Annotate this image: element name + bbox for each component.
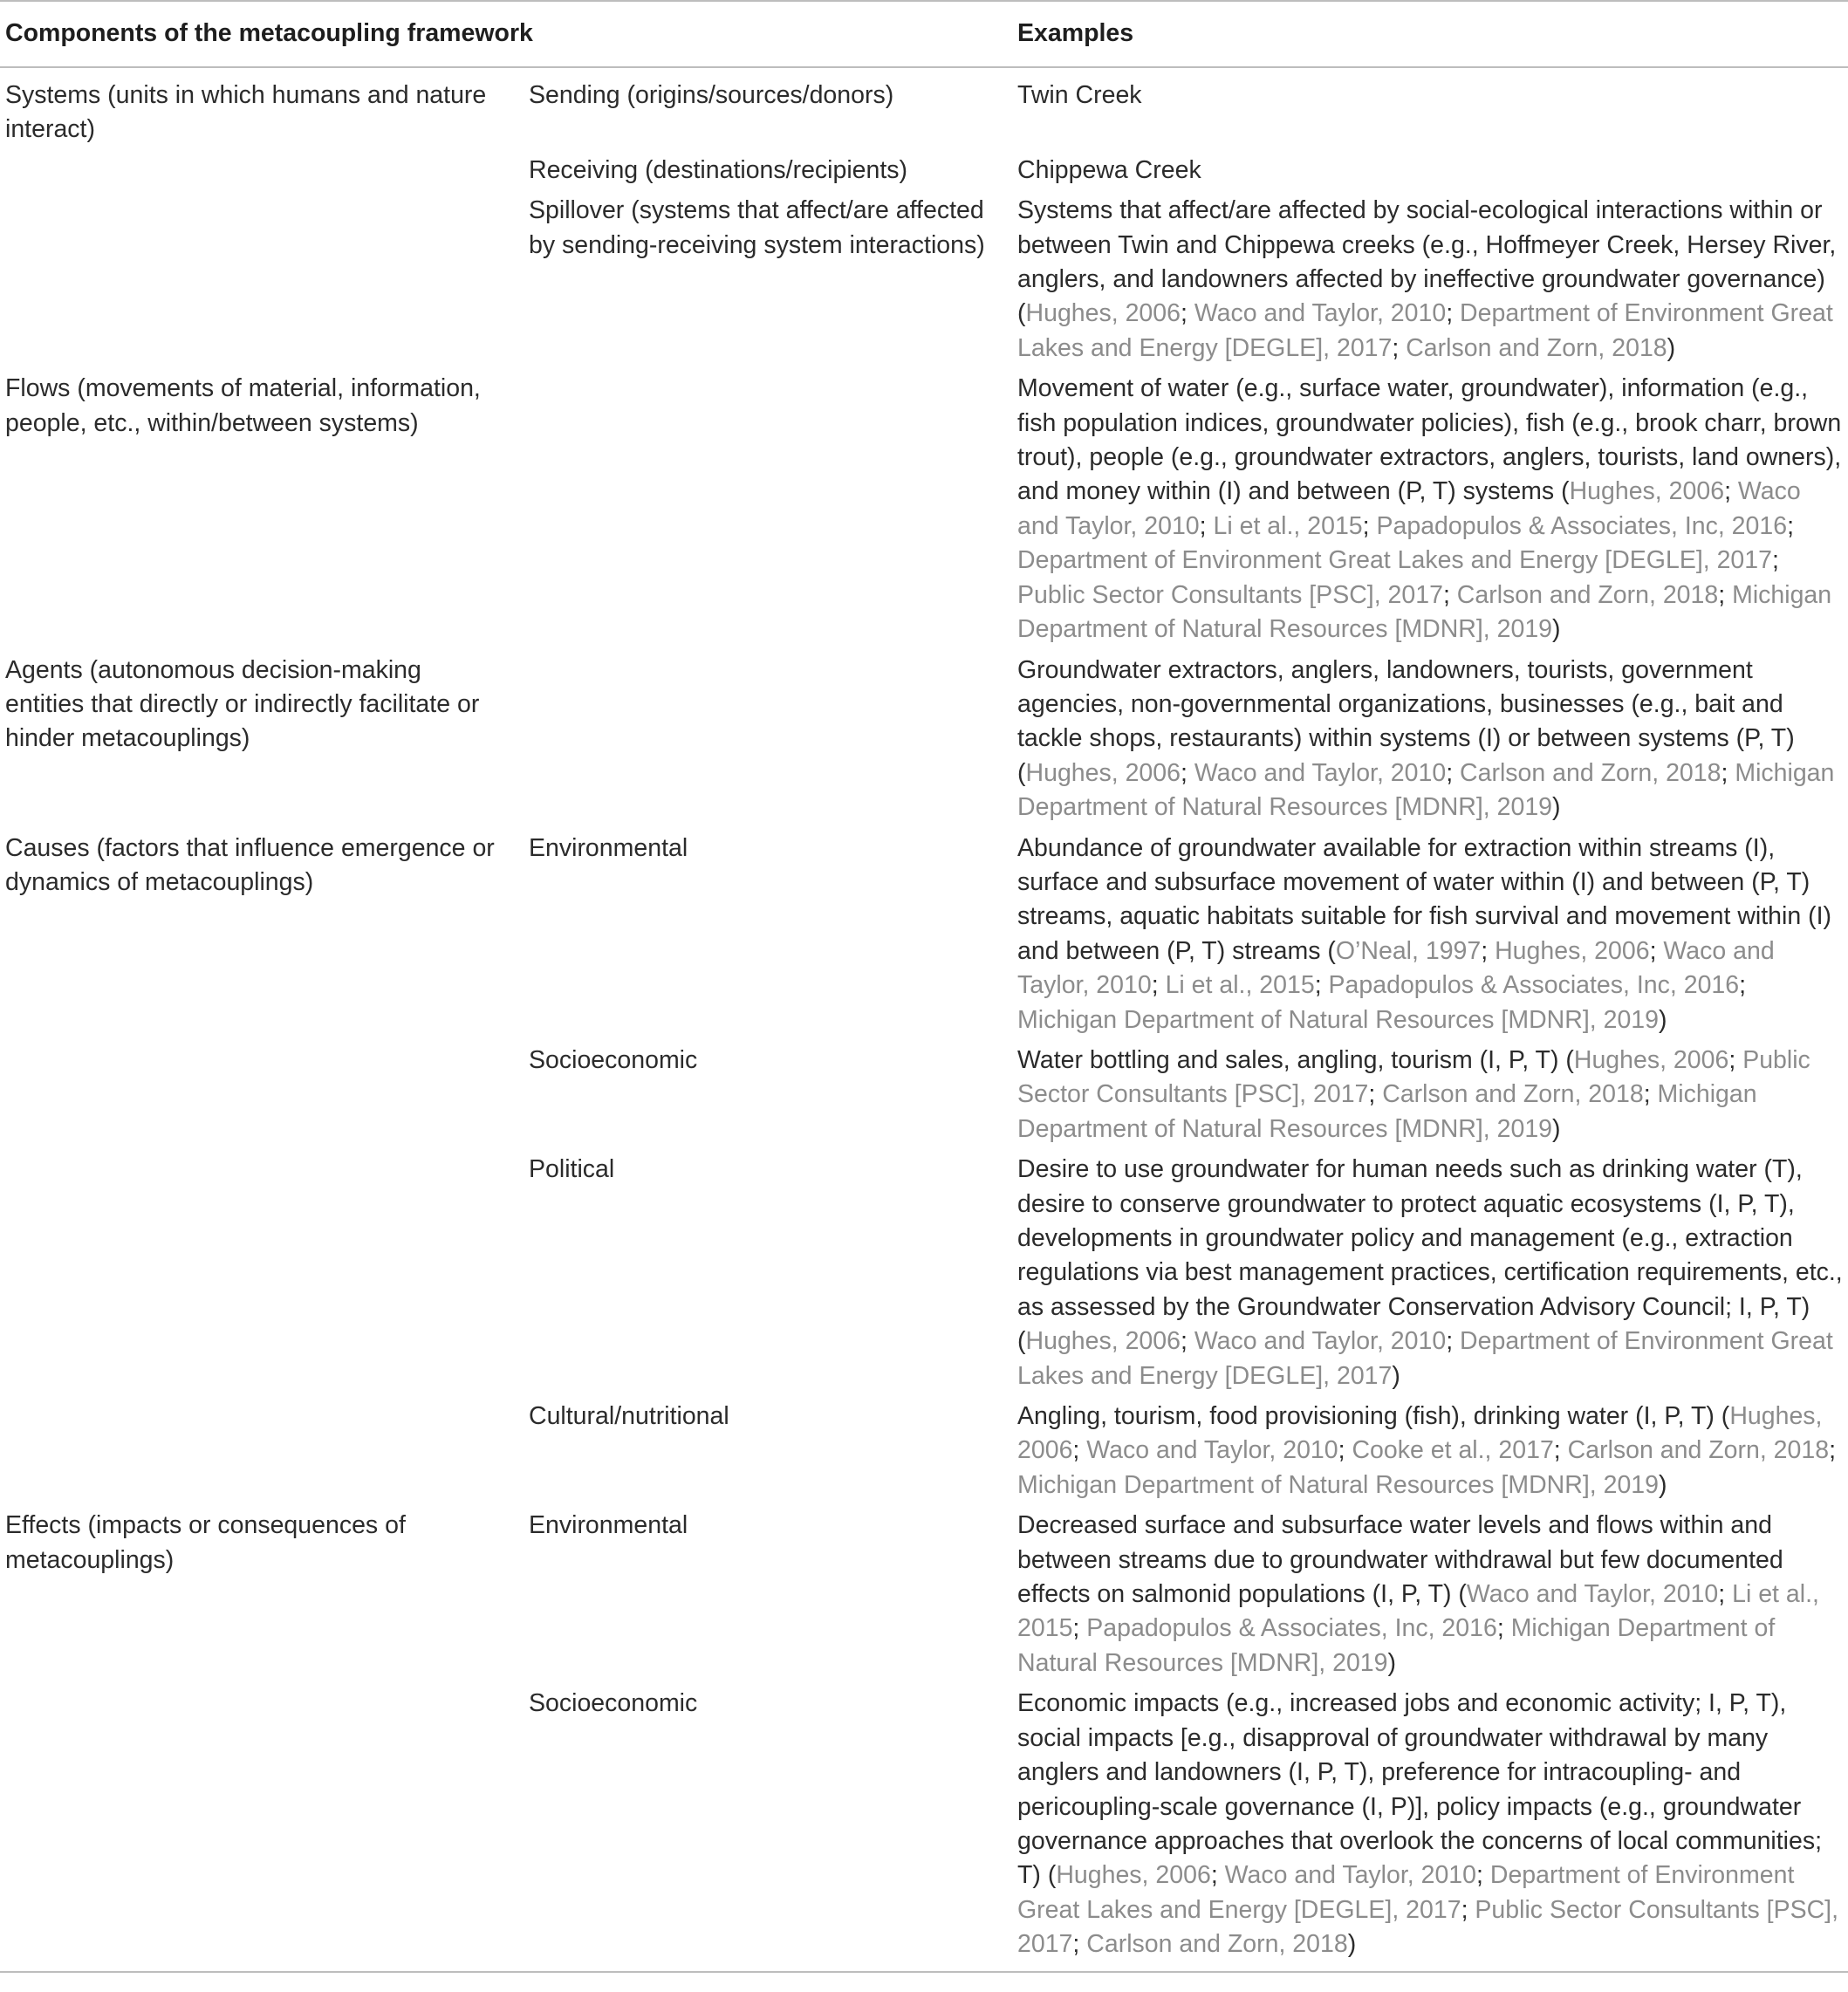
citation-link[interactable]: O’Neal, 1997 bbox=[1335, 936, 1482, 965]
component-cell: Flows (movements of material, information, people, etc., within/between systems) bbox=[5, 374, 481, 437]
example-cell bbox=[1017, 1687, 1848, 1971]
citation-link[interactable]: Michigan Department of Natural Resources [MDNR], 2019 bbox=[1017, 1080, 1757, 1143]
example-text: ; bbox=[1728, 1045, 1743, 1074]
citation-link[interactable]: Li et al., 2015 bbox=[1213, 511, 1363, 540]
example-text: ; bbox=[1072, 1436, 1087, 1465]
subcomponent-cell: Sending (origins/sources/donors) bbox=[529, 81, 894, 109]
subcomponent-cell: Environmental bbox=[529, 833, 688, 862]
table-body bbox=[0, 67, 1848, 1972]
table-row bbox=[0, 654, 1848, 832]
citation-link[interactable]: Li et al., 2015 bbox=[1165, 971, 1315, 1000]
component-cell bbox=[0, 1400, 529, 1509]
example-text: ; bbox=[1368, 1080, 1383, 1109]
citation-link[interactable]: Carlson and Zorn, 2018 bbox=[1567, 1436, 1830, 1465]
subcomponent-cell: Receiving (destinations/recipients) bbox=[529, 155, 908, 184]
component-cell: Agents (autonomous decision-making entities that directly or indirectly facilitate or hinder metacouplings) bbox=[5, 655, 480, 753]
citation-link[interactable]: Waco and Taylor, 2010 bbox=[1194, 758, 1447, 787]
example-text: Water bottling and sales, angling, tourism (I, P, T) ( bbox=[1017, 1045, 1574, 1074]
component-cell: Causes (factors that influence emergence or dynamics of metacouplings) bbox=[5, 833, 495, 896]
component-cell bbox=[0, 154, 529, 194]
table-row bbox=[0, 1153, 1848, 1400]
component-cell bbox=[0, 1687, 529, 1971]
example-text: ; bbox=[1442, 580, 1457, 609]
citation-link[interactable]: Michigan Department of Natural Resources [MDNR], 2019 bbox=[1017, 1614, 1776, 1677]
component-cell: Systems (units in which humans and nature interact) bbox=[5, 81, 487, 144]
citation-link[interactable]: Papadopulos & Associates, Inc, 2016 bbox=[1328, 971, 1740, 1000]
example-text: ; bbox=[1446, 299, 1461, 328]
table-row bbox=[0, 372, 1848, 653]
example-text: Angling, tourism, food provisioning (fish), drinking water (I, P, T) ( bbox=[1017, 1402, 1730, 1431]
example-text: ; bbox=[1553, 1436, 1568, 1465]
example-text: Movement of water (e.g., surface water, groundwater), information (e.g., fish population indices, groundwater policies), fish (e.g., brook charr, brown trout), people (e.g., groundwater extractors, anglers, tourists, land owners), and money within (I) and between (P, T) systems ( bbox=[1017, 374, 1842, 506]
example-text: ; bbox=[1446, 1327, 1461, 1356]
header-examples: Examples bbox=[1017, 1, 1848, 67]
example-cell bbox=[1017, 1509, 1848, 1687]
citation-link[interactable]: Waco and Taylor, 2010 bbox=[1086, 1436, 1338, 1465]
example-cell bbox=[1017, 1400, 1848, 1509]
citation-link[interactable]: Hughes, 2006 bbox=[1573, 1045, 1729, 1074]
example-text: Groundwater extractors, anglers, landowners, tourists, government agencies, non-governmental organizations, businesses (e.g., bait and tackle shops, restaurants) within systems (I) or between systems (P, T) ( bbox=[1017, 655, 1795, 787]
citation-link[interactable]: Hughes, 2006 bbox=[1056, 1861, 1211, 1890]
example-cell bbox=[1017, 654, 1848, 832]
subcomponent-cell: Political bbox=[529, 1155, 615, 1184]
example-text: ; bbox=[1210, 1861, 1225, 1890]
citation-link[interactable]: Waco and Taylor, 2010 bbox=[1017, 477, 1801, 540]
example-text: ; bbox=[1362, 511, 1377, 540]
citation-link[interactable]: Carlson and Zorn, 2018 bbox=[1460, 758, 1721, 787]
citation-link[interactable]: Hughes, 2006 bbox=[1025, 299, 1181, 328]
example-text: ; bbox=[1649, 936, 1664, 965]
example-text: ; bbox=[1643, 1080, 1658, 1109]
example-text: Chippewa Creek bbox=[1017, 155, 1201, 184]
example-text: ) bbox=[1552, 793, 1561, 822]
example-text: Twin Creek bbox=[1017, 81, 1142, 109]
example-text: ; bbox=[1476, 1861, 1490, 1890]
example-text: Systems that affect/are affected by social-ecological interactions within or between Twin and Chippewa creeks (e.g., Hoffmeyer Creek, Hersey River, anglers, and landowners affected by ineffective groundwater governance) ( bbox=[1017, 196, 1837, 328]
citation-link[interactable]: Carlson and Zorn, 2018 bbox=[1456, 580, 1719, 609]
example-text: ; bbox=[1787, 511, 1794, 540]
citation-link[interactable]: Waco and Taylor, 2010 bbox=[1466, 1580, 1719, 1609]
citation-link[interactable]: Papadopulos & Associates, Inc, 2016 bbox=[1376, 511, 1788, 540]
citation-link[interactable]: Papadopulos & Associates, Inc, 2016 bbox=[1086, 1614, 1497, 1643]
example-text: ; bbox=[1496, 1614, 1511, 1643]
example-text: ; bbox=[1181, 1327, 1194, 1356]
citation-link[interactable]: Carlson and Zorn, 2018 bbox=[1382, 1080, 1644, 1109]
citation-link[interactable]: Waco and Taylor, 2010 bbox=[1224, 1861, 1477, 1890]
example-cell bbox=[1017, 1044, 1848, 1153]
example-text: Economic impacts (e.g., increased jobs and economic activity; I, P, T), social impacts [e.g., disapproval of groundwater withdrawal by many anglers and landowners (I, P, T), preference for intracoupling- and pericoupling-scale governance (I, P)], policy impacts (e.g., groundwater governance approaches that overlook the concerns of local communities; T) ( bbox=[1017, 1689, 1823, 1890]
table-row bbox=[0, 1687, 1848, 1971]
citation-link[interactable]: Hughes, 2006 bbox=[1569, 477, 1725, 506]
table-row bbox=[0, 67, 1848, 154]
example-text: ) bbox=[1392, 1361, 1400, 1390]
citation-link[interactable]: Hughes, 2006 bbox=[1495, 936, 1650, 965]
citation-link[interactable]: Public Sector Consultants [PSC], 2017 bbox=[1017, 580, 1443, 609]
subcomponent-cell: Socioeconomic bbox=[529, 1045, 698, 1074]
example-text: ; bbox=[1338, 1436, 1352, 1465]
example-text: ) bbox=[1552, 615, 1561, 644]
example-text: ; bbox=[1072, 1614, 1087, 1643]
example-text: ; bbox=[1392, 333, 1407, 362]
example-text: ) bbox=[1667, 333, 1676, 362]
citation-link[interactable]: Michigan Department of Natural Resources [MDNR], 2019 bbox=[1017, 580, 1832, 644]
table-row bbox=[0, 1044, 1848, 1153]
table-header-row bbox=[0, 1, 1848, 67]
example-text: ; bbox=[1446, 758, 1461, 787]
citation-link[interactable]: Public Sector Consultants [PSC], 2017 bbox=[1017, 1895, 1839, 1959]
example-text: ; bbox=[1721, 758, 1735, 787]
component-cell: Effects (impacts or consequences of metacouplings) bbox=[5, 1511, 406, 1574]
component-cell bbox=[0, 194, 529, 372]
citation-link[interactable]: Cooke et al., 2017 bbox=[1352, 1436, 1554, 1465]
citation-link[interactable]: Hughes, 2006 bbox=[1025, 758, 1181, 787]
citation-link[interactable]: Public Sector Consultants [PSC], 2017 bbox=[1017, 1045, 1810, 1109]
example-cell bbox=[1017, 372, 1848, 653]
citation-link[interactable]: Department of Environment Great Lakes and Energy [DEGLE], 2017 bbox=[1017, 299, 1833, 362]
example-text: ) bbox=[1659, 1470, 1667, 1499]
example-text: ; bbox=[1181, 758, 1194, 787]
subcomponent-cell: Environmental bbox=[529, 1511, 688, 1540]
subcomponent-cell bbox=[529, 372, 1017, 653]
table-row bbox=[0, 1509, 1848, 1687]
example-cell bbox=[1017, 194, 1848, 372]
example-cell bbox=[1017, 67, 1848, 154]
citation-link[interactable]: Department of Environment Great Lakes and Energy [DEGLE], 2017 bbox=[1017, 1327, 1833, 1390]
citation-link[interactable]: Michigan Department of Natural Resources [MDNR], 2019 bbox=[1017, 1005, 1659, 1034]
subcomponent-cell bbox=[529, 654, 1017, 832]
example-text: ; bbox=[1481, 936, 1496, 965]
citation-link[interactable]: Li et al., 2015 bbox=[1017, 1580, 1819, 1643]
example-text: ; bbox=[1314, 971, 1329, 1000]
example-cell bbox=[1017, 832, 1848, 1044]
example-text: Decreased surface and subsurface water levels and flows within and between streams due to groundwater withdrawal but few documented effects on salmonid populations (I, P, T) ( bbox=[1017, 1511, 1783, 1609]
citation-link[interactable]: Waco and Taylor, 2010 bbox=[1017, 936, 1775, 1000]
header-components: Components of the metacoupling framework bbox=[0, 1, 1017, 67]
example-cell bbox=[1017, 1153, 1848, 1400]
citation-link[interactable]: Carlson and Zorn, 2018 bbox=[1406, 333, 1667, 362]
example-text: ; bbox=[1829, 1436, 1836, 1465]
table-row bbox=[0, 154, 1848, 194]
citation-link[interactable]: Hughes, 2006 bbox=[1017, 1402, 1823, 1465]
example-text: ) bbox=[1659, 1005, 1667, 1034]
subcomponent-cell: Spillover (systems that affect/are affected by sending-receiving system interactions) bbox=[529, 196, 985, 259]
example-text: ; bbox=[1199, 511, 1214, 540]
table-row bbox=[0, 832, 1848, 1044]
citation-link[interactable]: Michigan Department of Natural Resources [MDNR], 2019 bbox=[1017, 1470, 1659, 1499]
example-text: ) bbox=[1552, 1114, 1561, 1143]
citation-link[interactable]: Carlson and Zorn, 2018 bbox=[1086, 1930, 1348, 1959]
example-text: ; bbox=[1718, 1580, 1733, 1609]
example-text: ; bbox=[1072, 1930, 1087, 1959]
table-row bbox=[0, 194, 1848, 372]
example-text: ; bbox=[1739, 971, 1747, 1000]
example-text: ) bbox=[1387, 1648, 1397, 1677]
citation-link[interactable]: Michigan Department of Natural Resources [MDNR], 2019 bbox=[1017, 758, 1835, 822]
example-text: ; bbox=[1181, 299, 1194, 328]
example-text: ; bbox=[1151, 971, 1166, 1000]
citation-link[interactable]: Department of Environment Great Lakes and Energy [DEGLE], 2017 bbox=[1017, 546, 1772, 575]
component-cell bbox=[0, 1153, 529, 1400]
example-text: ) bbox=[1347, 1930, 1357, 1959]
example-cell bbox=[1017, 154, 1848, 194]
citation-link[interactable]: Department of Environment Great Lakes and Energy [DEGLE], 2017 bbox=[1017, 1861, 1795, 1924]
table-row bbox=[0, 1400, 1848, 1509]
subcomponent-cell: Cultural/nutritional bbox=[529, 1402, 729, 1431]
citation-link[interactable]: Waco and Taylor, 2010 bbox=[1194, 299, 1447, 328]
example-text: ; bbox=[1724, 477, 1738, 506]
example-text: ; bbox=[1718, 580, 1733, 609]
example-text: ; bbox=[1461, 1895, 1475, 1924]
citation-link[interactable]: Hughes, 2006 bbox=[1025, 1327, 1181, 1356]
component-cell bbox=[0, 1044, 529, 1153]
citation-link[interactable]: Waco and Taylor, 2010 bbox=[1194, 1327, 1447, 1356]
example-text: Abundance of groundwater available for extraction within streams (I), surface and subsurface movement of water within (I) and between (P, T) streams, aquatic habitats suitable for fish survival and movement within (I) and between (P, T) streams ( bbox=[1017, 833, 1832, 965]
example-text: Desire to use groundwater for human needs such as drinking water (T), desire to conserve groundwater to protect aquatic ecosystems (I, P, T), developments in groundwater policy and management (e.g., extraction regulations via best management practices, certification requirements, etc., as assessed by the Groundwater Conservation Advisory Council; I, P, T) ( bbox=[1017, 1155, 1843, 1356]
subcomponent-cell: Socioeconomic bbox=[529, 1689, 698, 1718]
example-text: ; bbox=[1771, 546, 1779, 575]
